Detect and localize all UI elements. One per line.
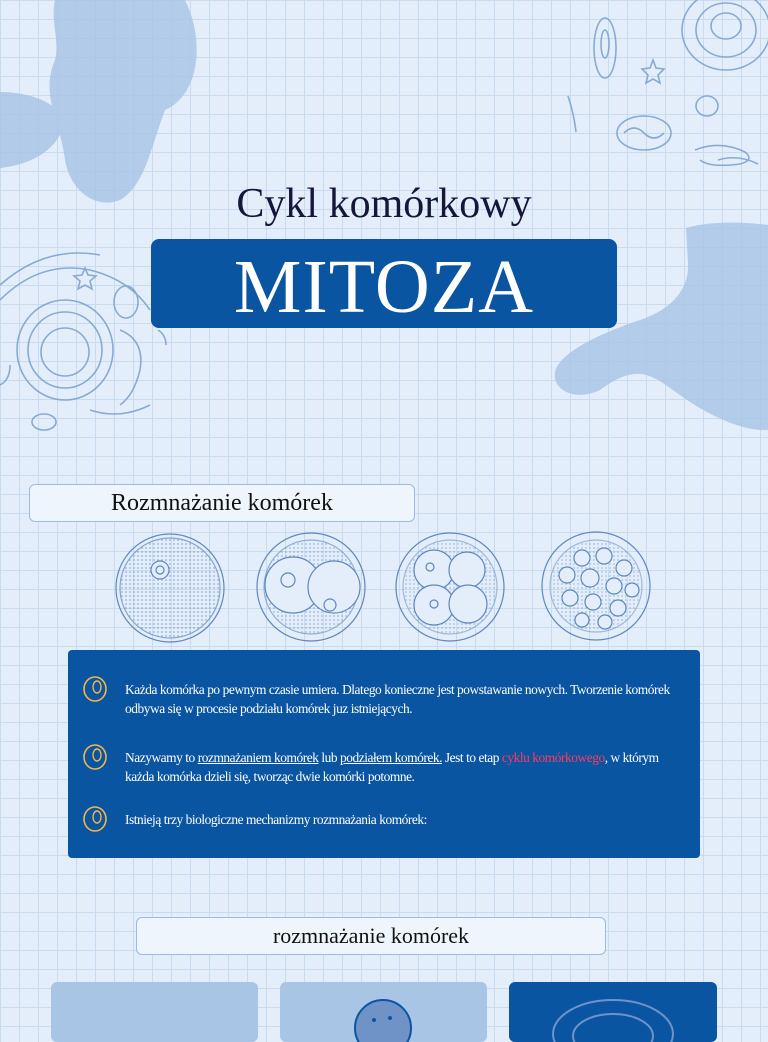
bullet-text: Każda komórka po pewnym czasie umiera. Dlatego konieczne jest powstawanie nowych. Tworzenie komórek odbywa się w procesie podziału komórek juz istniejących. bbox=[125, 682, 670, 716]
bullet-text: Istnieją trzy biologiczne mechanizmy rozmnażania komórek: bbox=[125, 812, 427, 827]
cell-stage-3 bbox=[396, 533, 504, 641]
page-title: MITOZA bbox=[233, 244, 535, 329]
section-heading-text: rozmnażanie komórek bbox=[272, 923, 470, 948]
bullet-text bbox=[125, 748, 684, 786]
highlight-cell-cycle: cyklu komórkowego bbox=[501, 750, 605, 765]
mechanism-card-1[interactable] bbox=[51, 982, 258, 1042]
text-segment: , w którym każda komórka dzieli się, tworząc dwie komórki potomne. bbox=[125, 750, 659, 784]
cell-doodle-left bbox=[0, 253, 166, 430]
text-segment: Jest to etap bbox=[442, 750, 502, 765]
text-segment: Nazywamy to bbox=[125, 750, 198, 765]
cell-outline-icon bbox=[80, 804, 110, 834]
cell-icon bbox=[509, 982, 717, 1042]
cell-division-illustration bbox=[112, 530, 657, 645]
cell-stage-1 bbox=[116, 534, 224, 642]
mechanism-card-3[interactable] bbox=[509, 982, 717, 1042]
cell-doodle-top-right bbox=[568, 0, 768, 165]
mechanism-card-2[interactable] bbox=[280, 982, 487, 1042]
cell-stage-4 bbox=[542, 532, 650, 640]
term-link-reproduction[interactable]: rozmnażaniem komórek bbox=[197, 750, 319, 765]
text-segment: lub bbox=[318, 750, 341, 765]
section-heading-text: Rozmnażanie komórek bbox=[111, 489, 333, 516]
cell-outline-icon bbox=[80, 674, 110, 704]
title-banner bbox=[151, 239, 617, 328]
blob-shape-top-left bbox=[50, 0, 197, 203]
cell-stage-2 bbox=[257, 533, 365, 641]
info-panel bbox=[68, 650, 700, 858]
cell-outline-icon bbox=[80, 742, 110, 772]
section-heading-mechanisms bbox=[136, 917, 606, 955]
page-subtitle: Cykl komórkowy bbox=[236, 181, 532, 227]
section-heading-reproduction bbox=[29, 484, 415, 522]
term-link-division[interactable]: podziałem komórek. bbox=[340, 750, 442, 765]
cell-icon bbox=[280, 982, 487, 1042]
